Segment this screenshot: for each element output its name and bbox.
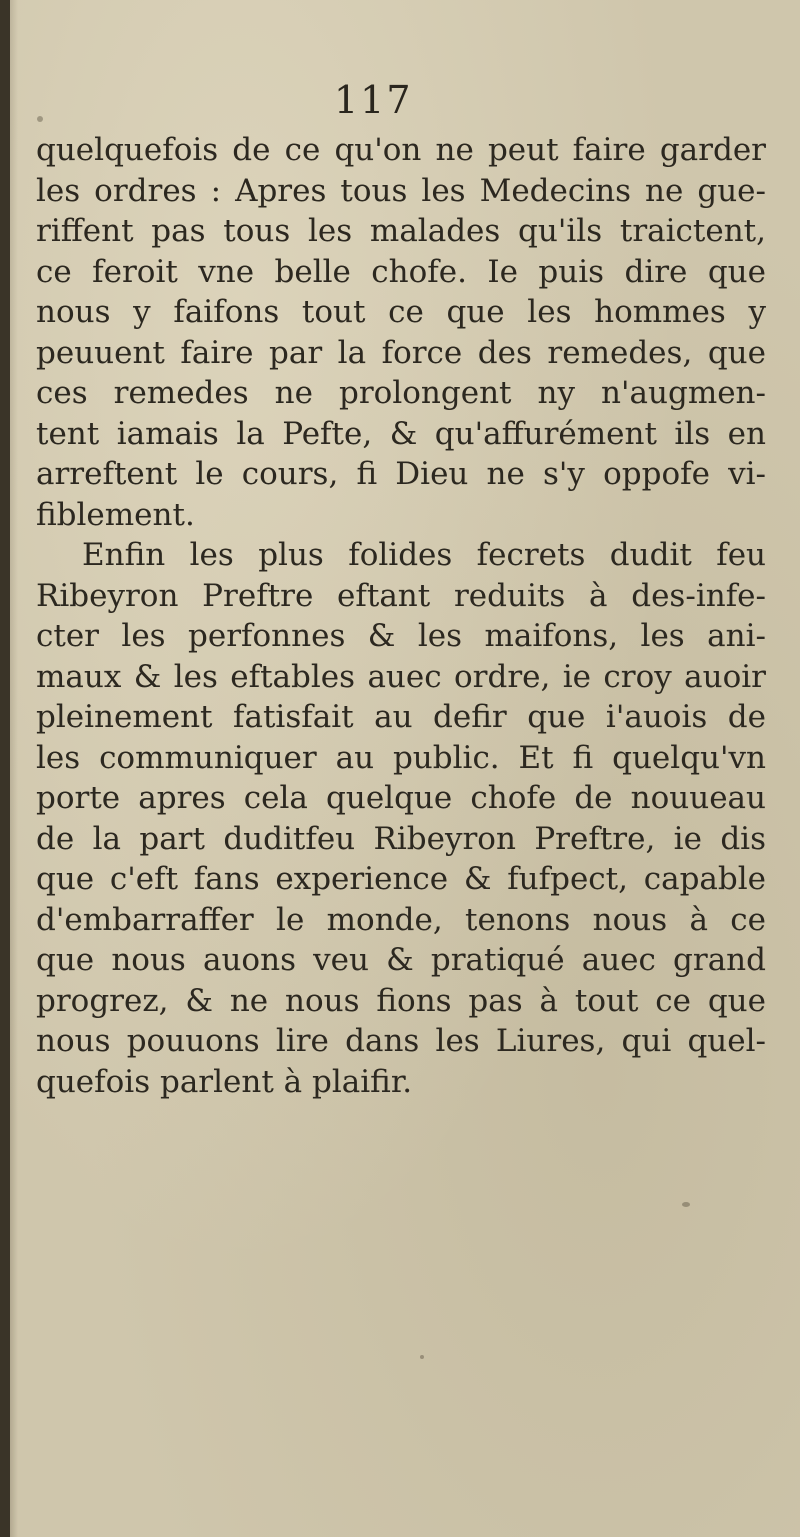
text-line: peuuent faire par la force des remedes, que: [36, 334, 766, 371]
text-line: quelquefois de ce qu'on ne peut faire garder: [36, 132, 766, 168]
text-line: porte apres cela quelque chofe de nouueau: [36, 780, 766, 816]
text-line: cter les perfonnes & les maifons, les ani-: [36, 618, 766, 654]
text-line: nous pouuons lire dans les Liures, qui quel-: [36, 1023, 766, 1059]
text-line: Enfin les plus folides fecrets dudit feu: [82, 537, 766, 573]
text-line: que nous auons veu & pratiqué auec grand: [36, 942, 766, 978]
text-line: que c'eft fans experience & fufpect, capable: [36, 861, 766, 897]
paragraph-1: [36, 130, 766, 535]
text-line: les ordres : Apres tous les Medecins ne gue-: [36, 172, 766, 209]
ink-speck: [37, 116, 43, 122]
text-line: d'embarraffer le monde, tenons nous à ce: [36, 901, 766, 938]
ink-speck: [420, 1355, 424, 1359]
text-line: ce feroit vne belle chofe. Ie puis dire que: [36, 253, 766, 290]
text-line: maux & les eftables auec ordre, ie croy auoir: [36, 658, 766, 695]
page-gutter: [0, 0, 10, 1537]
body-text: [36, 130, 766, 1102]
text-line: ces remedes ne prolongent ny n'augmen-: [36, 375, 766, 411]
text-line: nous y faifons tout ce que les hommes y: [36, 294, 766, 330]
text-line: pleinement fatisfait au defir que i'auois de: [36, 699, 766, 735]
page-number: 117: [334, 78, 413, 122]
text-line: les communiquer au public. Et fi quelqu'vn: [36, 739, 766, 776]
text-line: arreftent le cours, fi Dieu ne s'y oppofe vi-: [36, 456, 766, 492]
text-line: fiblement.: [36, 496, 195, 533]
text-line: quefois parlent à plaifir.: [36, 1063, 413, 1100]
text-line: Ribeyron Preftre eftant reduits à des-infe-: [36, 577, 766, 614]
text-line: tent iamais la Pefte, & qu'affurément ils en: [36, 415, 766, 452]
ink-speck: [682, 1202, 690, 1207]
paragraph-2: [36, 535, 766, 1102]
text-line: de la part duditfeu Ribeyron Preftre, ie dis: [36, 820, 766, 857]
text-line: riffent pas tous les malades qu'ils traictent,: [36, 213, 766, 249]
text-line: progrez, & ne nous fions pas à tout ce que: [36, 982, 766, 1019]
